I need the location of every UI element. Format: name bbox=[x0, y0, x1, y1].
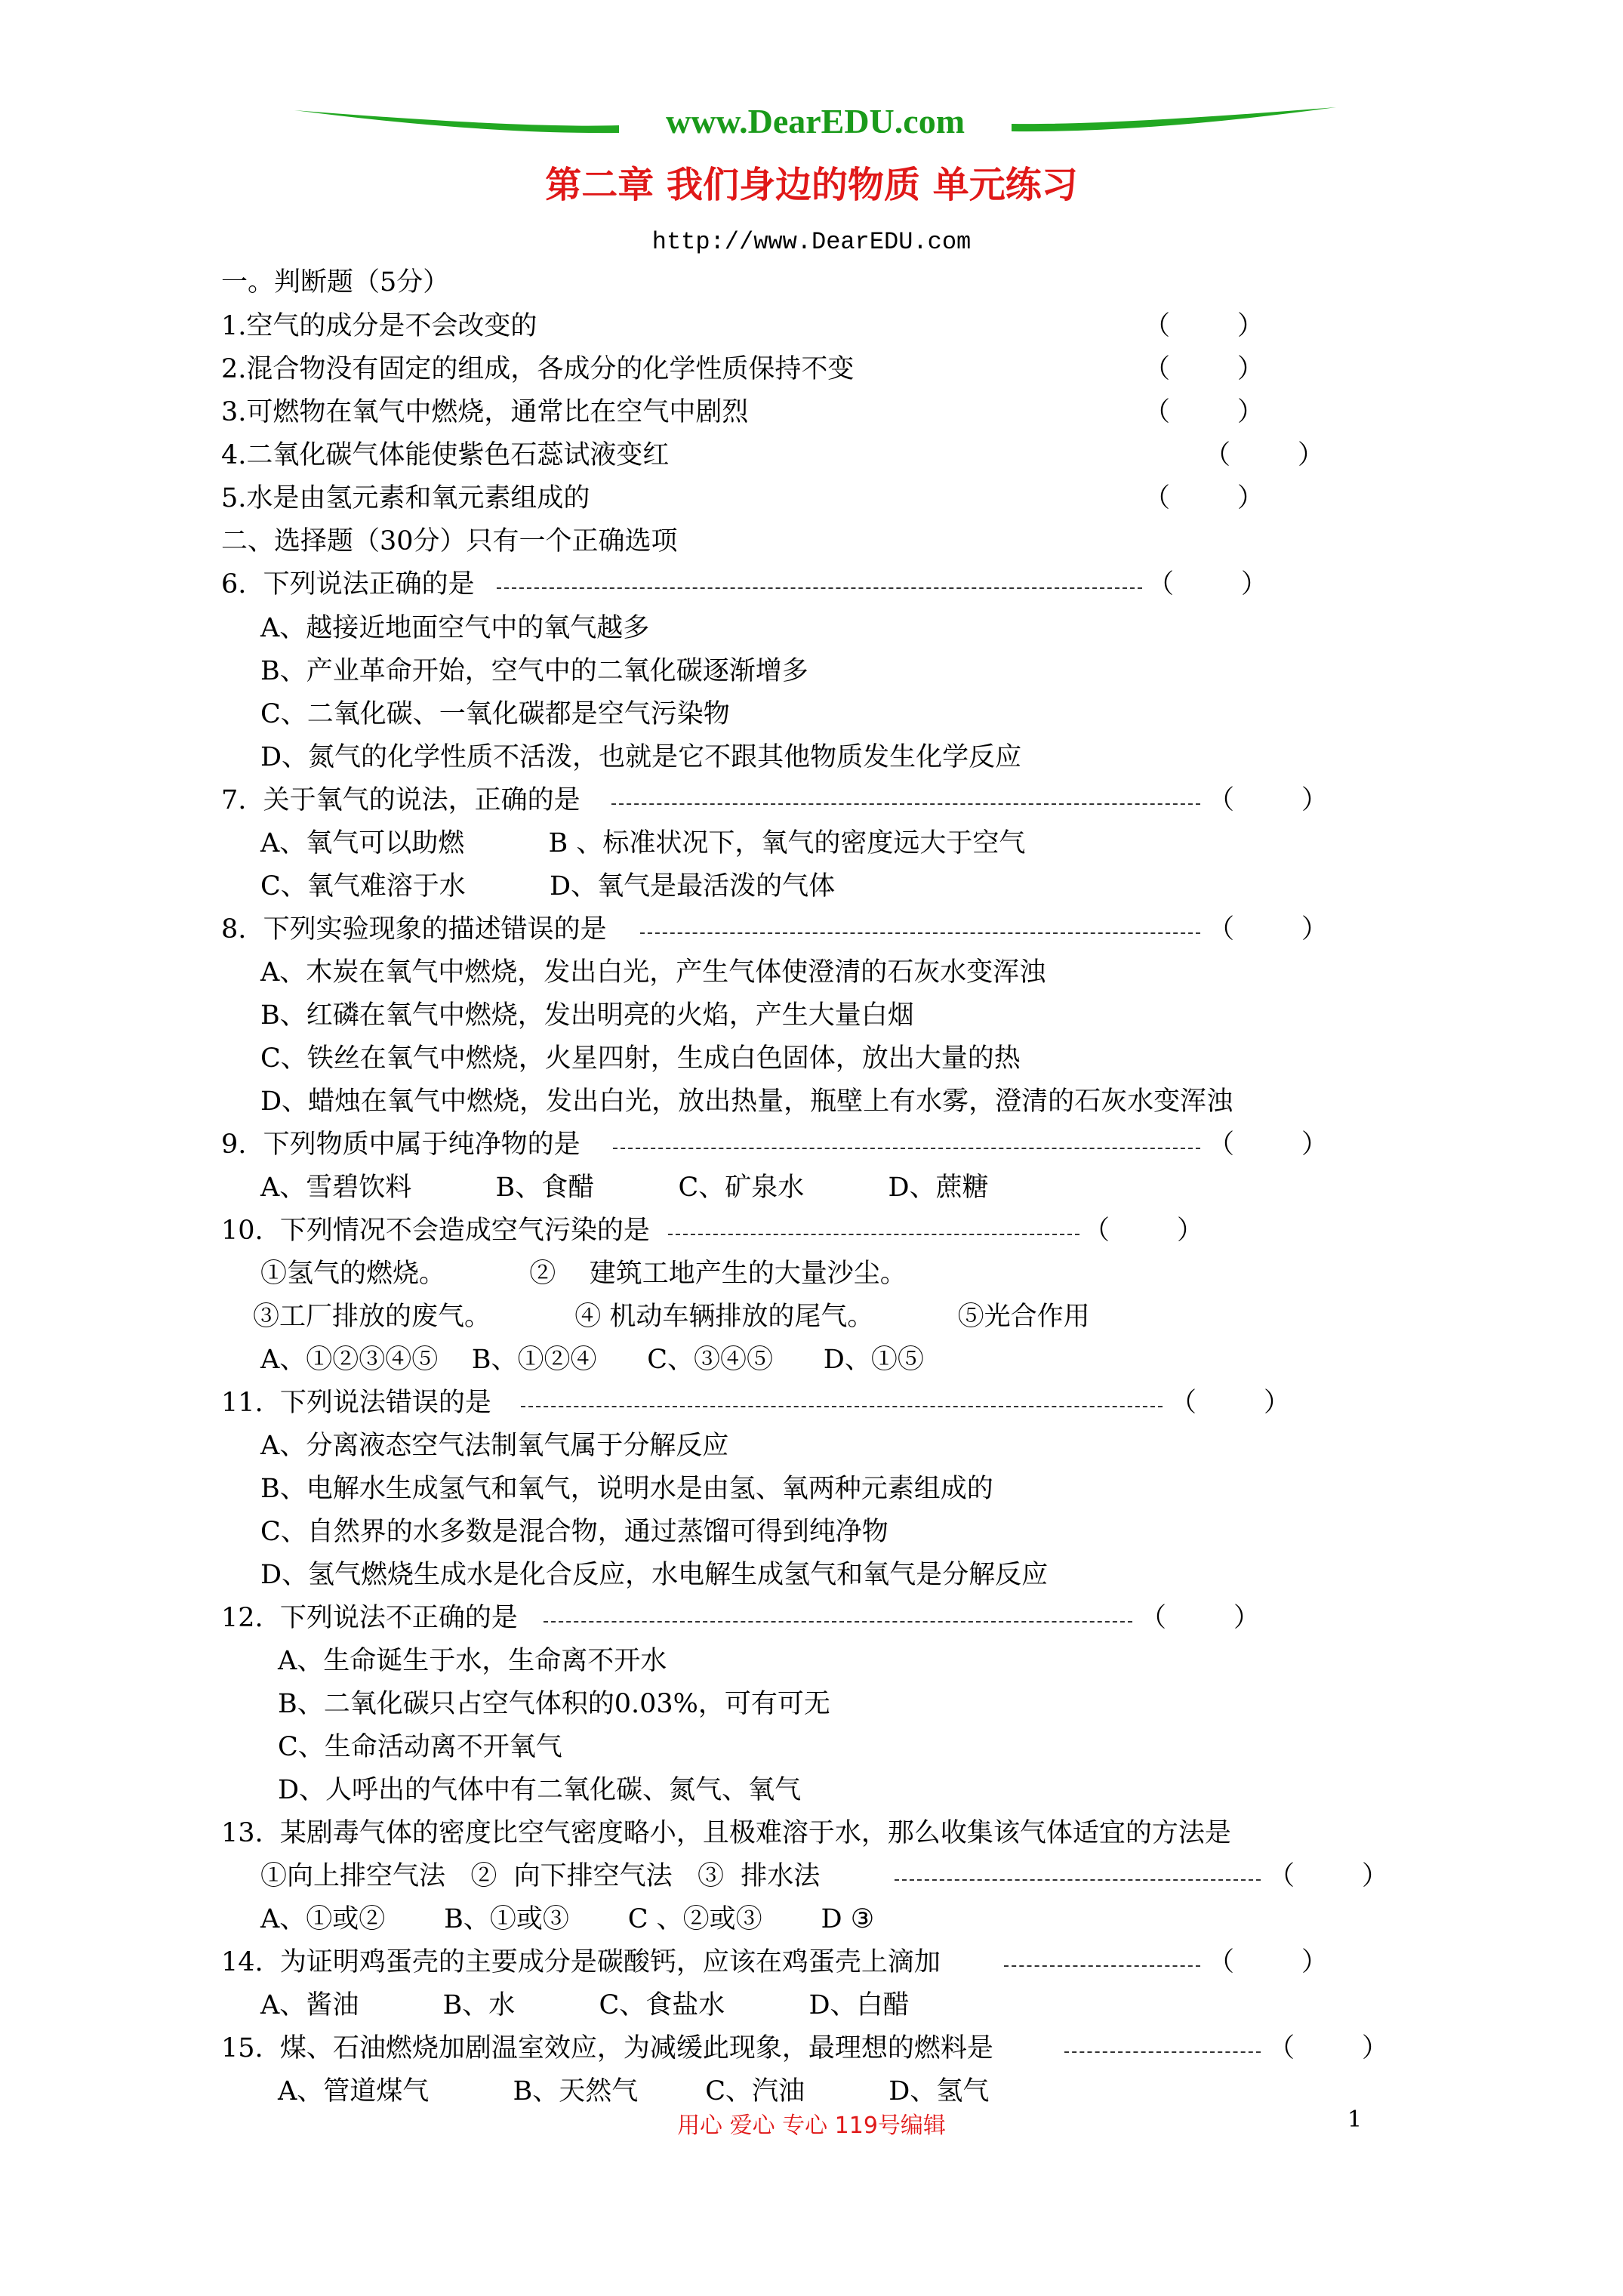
page-title: 第二章 我们身边的物质 单元练习 bbox=[545, 164, 1078, 206]
option: ③工厂排放的废气。 ④ 机动车辆排放的尾气。 ⑤光合作用 bbox=[253, 1302, 1090, 1332]
dash-leader bbox=[497, 587, 1142, 589]
answer-blank: （ ） bbox=[1170, 1388, 1291, 1418]
answer-blank: （ ） bbox=[1208, 1130, 1329, 1160]
dash-leader bbox=[1064, 2051, 1261, 2053]
option: A、生命诞生于水，生命离不开水 bbox=[278, 1646, 667, 1676]
dash-leader bbox=[613, 1148, 1200, 1149]
answer-blank: （ ） bbox=[1144, 311, 1264, 341]
answer-blank: （ ） bbox=[1268, 2033, 1389, 2063]
question-stem: 7. 关于氧气的说法，正确的是 bbox=[221, 785, 581, 815]
option: D、蜡烛在氧气中燃烧，发出白光，放出热量，瓶壁上有水雾，澄清的石灰水变浑浊 bbox=[260, 1086, 1233, 1117]
option: A、氧气可以助燃 B 、标准状况下，氧气的密度远大于空气 bbox=[260, 828, 1026, 858]
method-list: ①向上排空气法 ② 向下排空气法 ③ 排水法 bbox=[260, 1861, 821, 1891]
option: A、①或② B、①或③ C 、②或③ D ③ bbox=[260, 1904, 875, 1934]
section-heading-judgement: 一。判断题（5分） bbox=[221, 267, 450, 297]
answer-blank: （ ） bbox=[1144, 354, 1264, 384]
page-number: 1 bbox=[1347, 2106, 1363, 2133]
option: B、电解水生成氢气和氧气，说明水是由氢、氧两种元素组成的 bbox=[260, 1474, 993, 1504]
option: D、氮气的化学性质不活泼，也就是它不跟其他物质发生化学反应 bbox=[260, 742, 1022, 772]
question-stem: 13. 某剧毒气体的密度比空气密度略小，且极难溶于水，那么收集该气体适宜的方法是 bbox=[221, 1818, 1231, 1848]
answer-blank: （ ） bbox=[1140, 1603, 1261, 1633]
option: C、铁丝在氧气中燃烧，火星四射，生成白色固体，放出大量的热 bbox=[260, 1043, 1021, 1074]
site-url[interactable]: http://www.DearEDU.com bbox=[651, 228, 972, 256]
question-stem: 15. 煤、石油燃烧加剧温室效应，为减缓此现象，最理想的燃料是 bbox=[221, 2033, 993, 2063]
question-stem: 14. 为证明鸡蛋壳的主要成分是碳酸钙，应该在鸡蛋壳上滴加 bbox=[221, 1947, 941, 1977]
answer-blank: （ ） bbox=[1208, 914, 1329, 945]
judgement-item: 5.水是由氢元素和氧元素组成的 bbox=[221, 483, 590, 513]
option: B、二氧化碳只占空气体积的0.03%，可有可无 bbox=[278, 1689, 830, 1719]
site-logo[interactable]: www.DearEDU.com bbox=[665, 102, 965, 140]
answer-blank: （ ） bbox=[1268, 1861, 1389, 1891]
judgement-item: 2.混合物没有固定的组成，各成分的化学性质保持不变 bbox=[221, 354, 855, 384]
answer-blank: （ ） bbox=[1144, 483, 1264, 513]
judgement-item: 1.空气的成分是不会改变的 bbox=[221, 311, 537, 341]
question-stem: 9. 下列物质中属于纯净物的是 bbox=[221, 1130, 581, 1160]
question-stem: 12. 下列说法不正确的是 bbox=[221, 1603, 518, 1633]
option: A、酱油 B、水 C、食盐水 D、白醋 bbox=[260, 1990, 910, 2020]
answer-blank: （ ） bbox=[1144, 397, 1264, 427]
dash-leader bbox=[521, 1406, 1163, 1407]
judgement-item: 4.二氧化碳气体能使紫色石蕊试液变红 bbox=[221, 440, 670, 470]
option: C、自然界的水多数是混合物，通过蒸馏可得到纯净物 bbox=[260, 1517, 888, 1547]
option: A、①②③④⑤ B、①②④ C、③④⑤ D、①⑤ bbox=[260, 1345, 924, 1375]
question-stem: 11. 下列说法错误的是 bbox=[221, 1388, 491, 1418]
answer-blank: （ ） bbox=[1083, 1216, 1204, 1246]
question-stem: 6. 下列说法正确的是 bbox=[221, 569, 475, 599]
option: A、越接近地面空气中的氧气越多 bbox=[260, 613, 650, 643]
judgement-item: 3.可燃物在氧气中燃烧，通常比在空气中剧烈 bbox=[221, 397, 749, 427]
header-banner bbox=[294, 97, 1336, 149]
question-stem: 10. 下列情况不会造成空气污染的是 bbox=[221, 1216, 650, 1246]
option: D、人呼出的气体中有二氧化碳、氮气、氧气 bbox=[278, 1775, 802, 1805]
answer-blank: （ ） bbox=[1147, 569, 1268, 599]
option: B、产业革命开始，空气中的二氧化碳逐渐增多 bbox=[260, 656, 808, 686]
question-stem: 8. 下列实验现象的描述错误的是 bbox=[221, 914, 607, 945]
option: B、红磷在氧气中燃烧，发出明亮的火焰，产生大量白烟 bbox=[260, 1000, 914, 1031]
option: D、氢气燃烧生成水是化合反应，水电解生成氢气和氧气是分解反应 bbox=[260, 1560, 1049, 1590]
dash-leader bbox=[611, 803, 1200, 805]
option: A、雪碧饮料 B、食醋 C、矿泉水 D、蔗糖 bbox=[260, 1173, 989, 1203]
dash-leader bbox=[668, 1234, 1079, 1235]
option: A、管道煤气 B、天然气 C、汽油 D、氢气 bbox=[278, 2076, 990, 2106]
dash-leader bbox=[640, 932, 1200, 934]
option: C、二氧化碳、一氧化碳都是空气污染物 bbox=[260, 699, 730, 729]
option: C、氧气难溶于水 D、氧气是最活泼的气体 bbox=[260, 871, 836, 901]
answer-blank: （ ） bbox=[1204, 440, 1325, 470]
option: ①氢气的燃烧。 ② 建筑工地产生的大量沙尘。 bbox=[260, 1259, 907, 1289]
dash-leader bbox=[544, 1621, 1132, 1623]
page-footer: 用心 爱心 专心 119号编辑 bbox=[677, 2113, 946, 2139]
section-heading-choice: 二、选择题（30分）只有一个正确选项 bbox=[221, 526, 678, 556]
option: A、木炭在氧气中燃烧，发出白光，产生气体使澄清的石灰水变浑浊 bbox=[260, 957, 1046, 988]
dash-leader bbox=[895, 1879, 1261, 1881]
option: A、分离液态空气法制氧气属于分解反应 bbox=[260, 1431, 729, 1461]
answer-blank: （ ） bbox=[1208, 785, 1329, 815]
option: C、生命活动离不开氧气 bbox=[278, 1732, 562, 1762]
answer-blank: （ ） bbox=[1208, 1947, 1329, 1977]
dash-leader bbox=[1004, 1965, 1200, 1967]
